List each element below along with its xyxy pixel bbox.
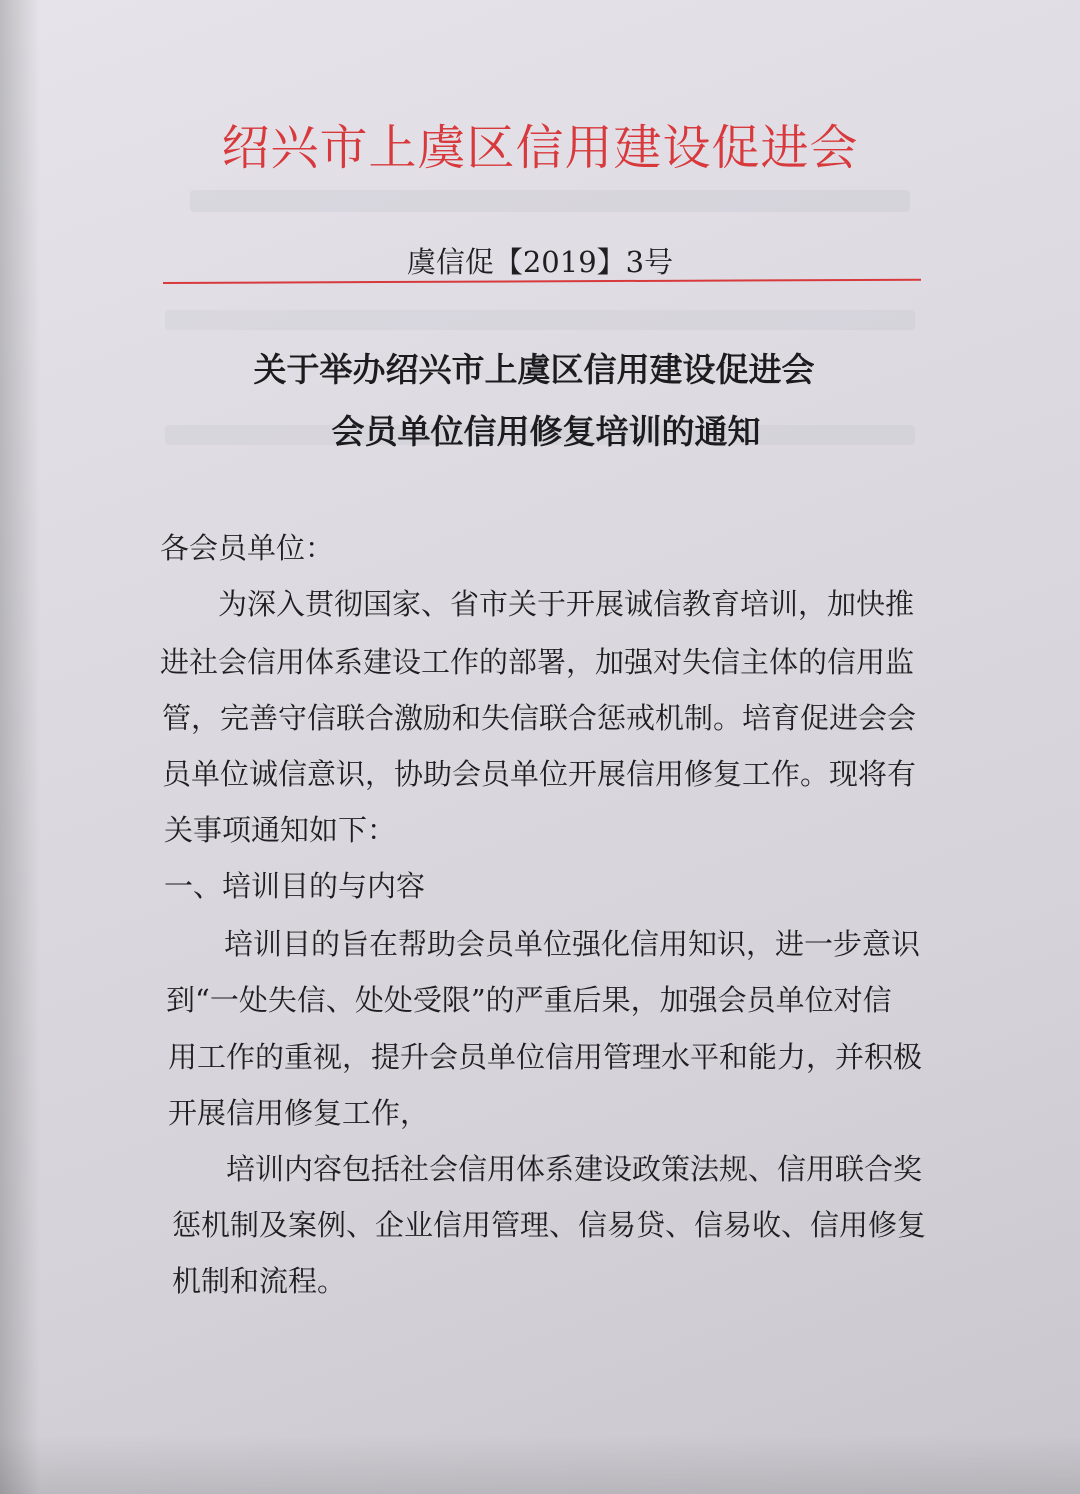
- paragraph-line: 进社会信用体系建设工作的部署，加强对失信主体的信用监: [160, 645, 915, 679]
- paragraph-line: 惩机制及案例、企业信用管理、信易贷、信易收、信用修复: [172, 1208, 927, 1242]
- paragraph-line: 员单位诚信意识，协助会员单位开展信用修复工作。现将有: [162, 757, 917, 791]
- paragraph-line: 培训内容包括社会信用体系建设政策法规、信用联合奖: [226, 1152, 923, 1186]
- section-heading: 一、培训目的与内容: [164, 869, 426, 903]
- document-number: 虞信促【2019】3号: [406, 245, 674, 279]
- paragraph-line: 机制和流程。: [172, 1264, 347, 1298]
- bleed-through-mark: [190, 190, 910, 212]
- notice-title-line-1: 关于举办绍兴市上虞区信用建设促进会: [253, 350, 815, 389]
- notice-title-line-2: 会员单位信用修复培训的通知: [331, 412, 761, 451]
- page-shadow-bottom: [0, 1434, 1080, 1494]
- page-shadow-left: [0, 0, 40, 1494]
- paragraph-line: 为深入贯彻国家、省市关于开展诚信教育培训，加快推: [218, 587, 915, 621]
- bleed-through-mark: [165, 310, 915, 330]
- paragraph-line: 管，完善守信联合激励和失信联合惩戒机制。培育促进会会: [162, 701, 917, 735]
- salutation: 各会员单位：: [160, 531, 335, 565]
- paragraph-line: 到“一处失信、处处受限”的严重后果，加强会员单位对信: [166, 983, 892, 1017]
- paragraph-line: 关事项通知如下：: [164, 813, 397, 847]
- paragraph-line: 培训目的旨在帮助会员单位强化信用知识，进一步意识: [224, 927, 921, 961]
- letterhead-title: 绍兴市上虞区信用建设促进会: [221, 120, 859, 176]
- paragraph-line: 用工作的重视，提升会员单位信用管理水平和能力，并积极: [168, 1040, 923, 1074]
- paragraph-line: 开展信用修复工作，: [168, 1096, 430, 1130]
